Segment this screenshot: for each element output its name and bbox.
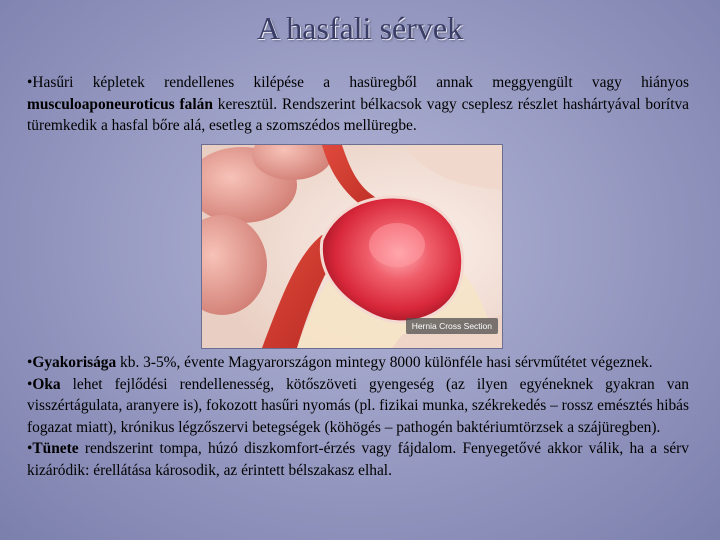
detail-cause [27, 374, 689, 439]
bullet: • [27, 375, 33, 393]
detail-label: Gyakorisága [32, 354, 117, 371]
intro-paragraph [27, 72, 689, 137]
bullet: • [27, 440, 33, 457]
bullet: • [27, 354, 33, 371]
detail-frequency [27, 352, 689, 374]
hernia-cross-section-image [201, 144, 503, 349]
intro-bold-term: musculoaponeuroticus falán [27, 95, 213, 113]
detail-text: rendszerint tompa, húzó diszkomfort-érzés vagy fájdalom. Fenyegetővé akkor válik, ha a sérv kizáródik: érellátása károsodik, az érintett bélszakasz elhal. [27, 440, 689, 479]
intro-text-2: keresztül. Rendszerint bélkacsok vagy cseplesz részlet hashártyával borítva türemkedik a hasfal bőre alá, esetleg a szomszédos mellüregbe. [27, 95, 689, 134]
detail-text: lehet fejlődési rendellenesség, kötőszöveti gyengeség (az ilyen egyéneknek gyakran van visszértágulata, aranyere is), fokozott hasűri nyomás (pl. fizikai munka, székrekedés – rossz emésztés hibás fogazat miatt), krónikus légzőszervi betegségek (köhögés – pathogén baktériumtörzsek a szájüregben). [27, 375, 690, 436]
detail-label: Oka [32, 375, 61, 393]
intro-text-1: Hasűri képletek rendellenes kilépése a hasüregből annak meggyengült vagy hiányos [32, 74, 689, 91]
bullet: • [27, 74, 33, 91]
slide-title: A hasfali sérvek [256, 10, 464, 46]
detail-label: Tünete [32, 440, 79, 457]
details-section [27, 352, 689, 481]
figure-caption: Hernia Cross Section [406, 318, 498, 334]
detail-text: kb. 3-5%, évente Magyarországon mintegy 8000 különféle hasi sérvműtétet végeznek. [116, 354, 653, 371]
detail-symptom [27, 438, 689, 481]
